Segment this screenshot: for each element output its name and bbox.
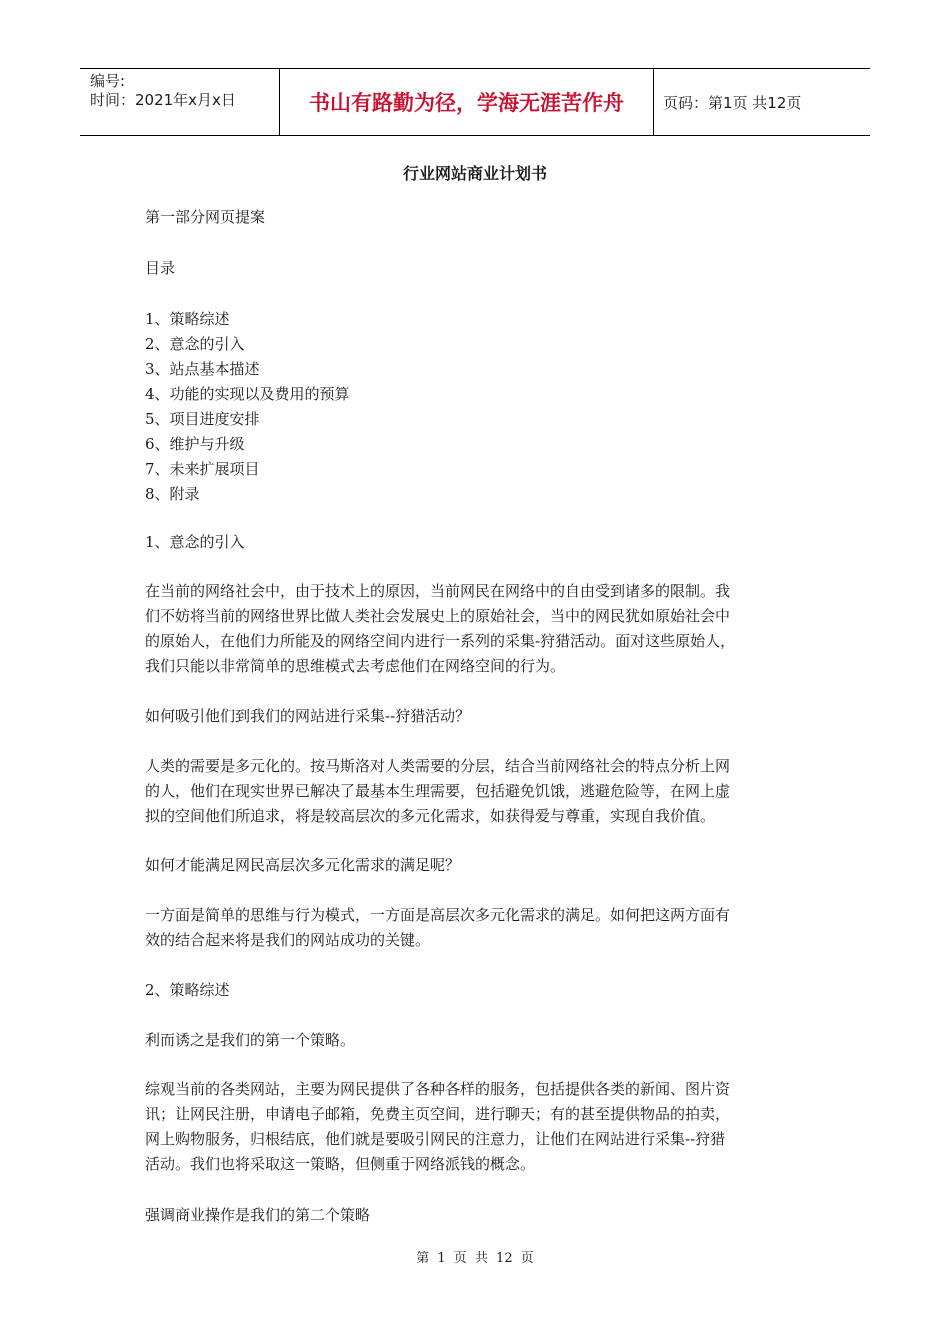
paragraph-line: 的人，他们在现实世界已解决了最基本生理需要，包括避免饥饿，逃避危险等，在网上虚	[145, 782, 731, 800]
page-footer: 第 1 页 共 12 页	[416, 1251, 534, 1266]
toc-item: 1、策略综述	[145, 310, 230, 328]
section-2-heading: 2、策略综述	[145, 981, 230, 999]
paragraph-needs	[145, 754, 815, 829]
paragraph-line: 活动。我们也将采取这一策略，但侧重于网络派钱的概念。	[145, 1155, 536, 1173]
table-of-contents	[145, 307, 350, 507]
paragraph-line: 人类的需要是多元化的。按马斯洛对人类需要的分层，结合当前网络社会的特点分析上网	[145, 757, 731, 775]
paragraph-overview	[145, 1077, 815, 1177]
document-time-label: 时间：2021年x月x日	[90, 91, 236, 109]
strategy-1: 利而诱之是我们的第一个策略。	[145, 1031, 356, 1049]
toc-item: 7、未来扩展项目	[145, 460, 260, 478]
paragraph-line: 讯；让网民注册，申请电子邮箱，免费主页空间，进行聊天；有的甚至提供物品的拍卖，	[145, 1105, 731, 1123]
header-motto: 书山有路勤为径，学海无涯苦作舟	[280, 69, 654, 135]
paragraph-line: 我们只能以非常简单的思维模式去考虑他们在网络空间的行为。	[145, 657, 566, 675]
document-number-label: 编号:	[90, 72, 126, 90]
section-1-heading: 1、意念的引入	[145, 533, 245, 551]
paragraph-line: 们不妨将当前的网络世界比做人类社会发展史上的原始社会，当中的网民犹如原始社会中	[145, 607, 731, 625]
toc-item: 2、意念的引入	[145, 335, 245, 353]
paragraph-line: 拟的空间他们所追求，将是较高层次的多元化需求，如获得爱与尊重，实现自我价值。	[145, 807, 716, 825]
header-meta-cell	[80, 69, 280, 135]
strategy-2: 强调商业操作是我们的第二个策略	[145, 1206, 371, 1224]
paragraph-line: 网上购物服务，归根结底，他们就是要吸引网民的注意力，让他们在网站进行采集--狩猎	[145, 1130, 726, 1148]
question-1: 如何吸引他们到我们的网站进行采集--狩猎活动？	[145, 707, 471, 725]
toc-heading: 目录	[145, 259, 176, 277]
paragraph-intro	[145, 579, 815, 679]
paragraph-line: 的原始人，在他们力所能及的网络空间内进行一系列的采集-狩猎活动。面对这些原始人，	[145, 632, 736, 650]
paragraph-line: 在当前的网络社会中，由于技术上的原因，当前网民在网络中的自由受到诸多的限制。我	[145, 582, 731, 600]
question-2: 如何才能满足网民高层次多元化需求的满足呢？	[145, 856, 461, 874]
header-page-code: 页码：第1页 共12页	[663, 93, 802, 112]
paragraph-key	[145, 903, 815, 953]
paragraph-line: 效的结合起来将是我们的网站成功的关键。	[145, 931, 431, 949]
toc-item: 5、项目进度安排	[145, 410, 260, 428]
toc-item: 6、维护与升级	[145, 435, 245, 453]
toc-item: 4、功能的实现以及费用的预算	[145, 385, 350, 403]
document-title: 行业网站商业计划书	[402, 164, 547, 183]
section-part-label: 第一部分网页提案	[145, 208, 266, 226]
header-table	[80, 68, 870, 136]
paragraph-line: 综观当前的各类网站，主要为网民提供了各种各样的服务，包括提供各类的新闻、图片资	[145, 1080, 731, 1098]
paragraph-line: 一方面是简单的思维与行为模式，一方面是高层次多元化需求的满足。如何把这两方面有	[145, 906, 731, 924]
toc-item: 8、附录	[145, 485, 200, 503]
toc-item: 3、站点基本描述	[145, 360, 260, 378]
